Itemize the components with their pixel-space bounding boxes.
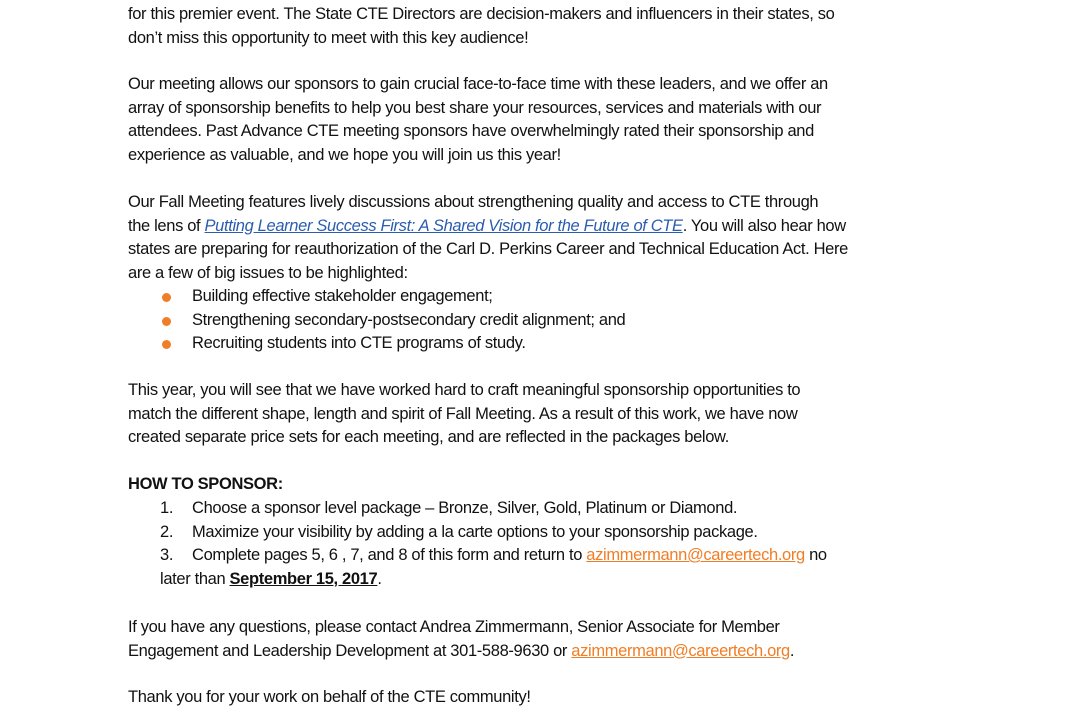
step-text-after-email: no <box>804 546 827 564</box>
this-year-paragraph <box>128 379 978 450</box>
shared-vision-link[interactable]: Putting Learner Success First: A Shared Vision for the Future of CTE <box>204 216 683 235</box>
orange-bullet-icon <box>162 293 171 302</box>
meeting-paragraph <box>128 73 978 167</box>
deadline-line <box>128 568 978 592</box>
deadline-prefix: later than <box>160 570 230 588</box>
meeting-line-1: Our meeting allows our sponsors to gain crucial face-to-face time with these leaders, and we offer an <box>128 75 828 93</box>
intro-line-1: for this premier event. The State CTE Directors are decision-makers and influencers in their states, so <box>128 5 835 23</box>
deadline-date: September 15, 2017 <box>229 570 378 588</box>
sponsor-steps-list <box>128 497 988 568</box>
questions-line-2 <box>128 640 978 664</box>
fall-line-3: states are preparing for reauthorization of the Carl D. Perkins Career and Technical Education Act. Here <box>128 240 848 258</box>
step-text: Choose a sponsor level package – Bronze, Silver, Gold, Platinum or Diamond. <box>192 499 738 517</box>
fall-line-2-suffix: . You will also hear how <box>682 216 846 235</box>
orange-bullet-icon <box>162 317 171 326</box>
deadline-suffix: . <box>377 570 382 588</box>
deadline-continuation <box>128 568 978 592</box>
step-item <box>128 497 988 521</box>
this-year-line-2: match the different shape, length and spirit of Fall Meeting. As a result of this work, we have now <box>128 404 798 423</box>
meeting-line-2: array of sponsorship benefits to help you best share your resources, services and materials with our <box>128 98 822 117</box>
bullet-text: Strengthening secondary-postsecondary credit alignment; and <box>192 310 626 329</box>
meeting-line-4: experience as valuable, and we hope you will join us this year! <box>128 145 561 164</box>
questions-line-2-suffix: . <box>789 641 795 660</box>
fall-line-2-prefix: the lens of <box>128 216 205 235</box>
bullet-item <box>128 332 978 356</box>
step-number: 2. <box>160 522 174 541</box>
sponsor-email-link[interactable]: azimmermann@careertech.org <box>586 546 805 564</box>
this-year-line-1: This year, you will see that we have worked hard to craft meaningful sponsorship opportunities to <box>128 381 801 399</box>
issues-bullet-list <box>128 285 978 356</box>
bullet-item <box>128 309 978 333</box>
questions-paragraph <box>128 616 978 663</box>
meeting-line-3: attendees. Past Advance CTE meeting sponsors have overwhelmingly rated their sponsorship and <box>128 122 814 140</box>
intro-line-2: don’t miss this opportunity to meet with this key audience! <box>128 28 529 47</box>
step-text: Complete pages 5, 6 , 7, and 8 of this form and return to <box>192 546 587 564</box>
bullet-item <box>128 285 978 309</box>
step-number: 3. <box>160 546 174 564</box>
how-to-sponsor-heading: HOW TO SPONSOR: <box>128 475 283 493</box>
contact-email-link[interactable]: azimmermann@careertech.org <box>571 641 790 660</box>
step-text: Maximize your visibility by adding a la carte options to your sponsorship package. <box>192 522 758 541</box>
step-number: 1. <box>160 499 174 517</box>
bullet-text: Building effective stakeholder engagement; <box>192 287 493 305</box>
bullet-text: Recruiting students into CTE programs of study. <box>192 334 526 352</box>
orange-bullet-icon <box>162 340 171 349</box>
intro-paragraph <box>128 3 978 50</box>
fall-line-1: Our Fall Meeting features lively discussions about strengthening quality and access to CTE through <box>128 193 819 211</box>
this-year-line-3: created separate price sets for each meeting, and are reflected in the packages below. <box>128 428 729 446</box>
questions-line-1: If you have any questions, please contact Andrea Zimmermann, Senior Associate for Member <box>128 618 780 636</box>
fall-line-4: are a few of big issues to be highlighted: <box>128 263 408 282</box>
fall-meeting-paragraph <box>128 191 978 285</box>
step-item <box>128 544 988 568</box>
step-item <box>128 521 988 545</box>
fall-line-2 <box>128 215 978 239</box>
questions-line-2-prefix: Engagement and Leadership Development at 301-588-9630 or <box>128 641 572 660</box>
thank-you-line: Thank you for your work on behalf of the CTE community! <box>128 688 531 706</box>
